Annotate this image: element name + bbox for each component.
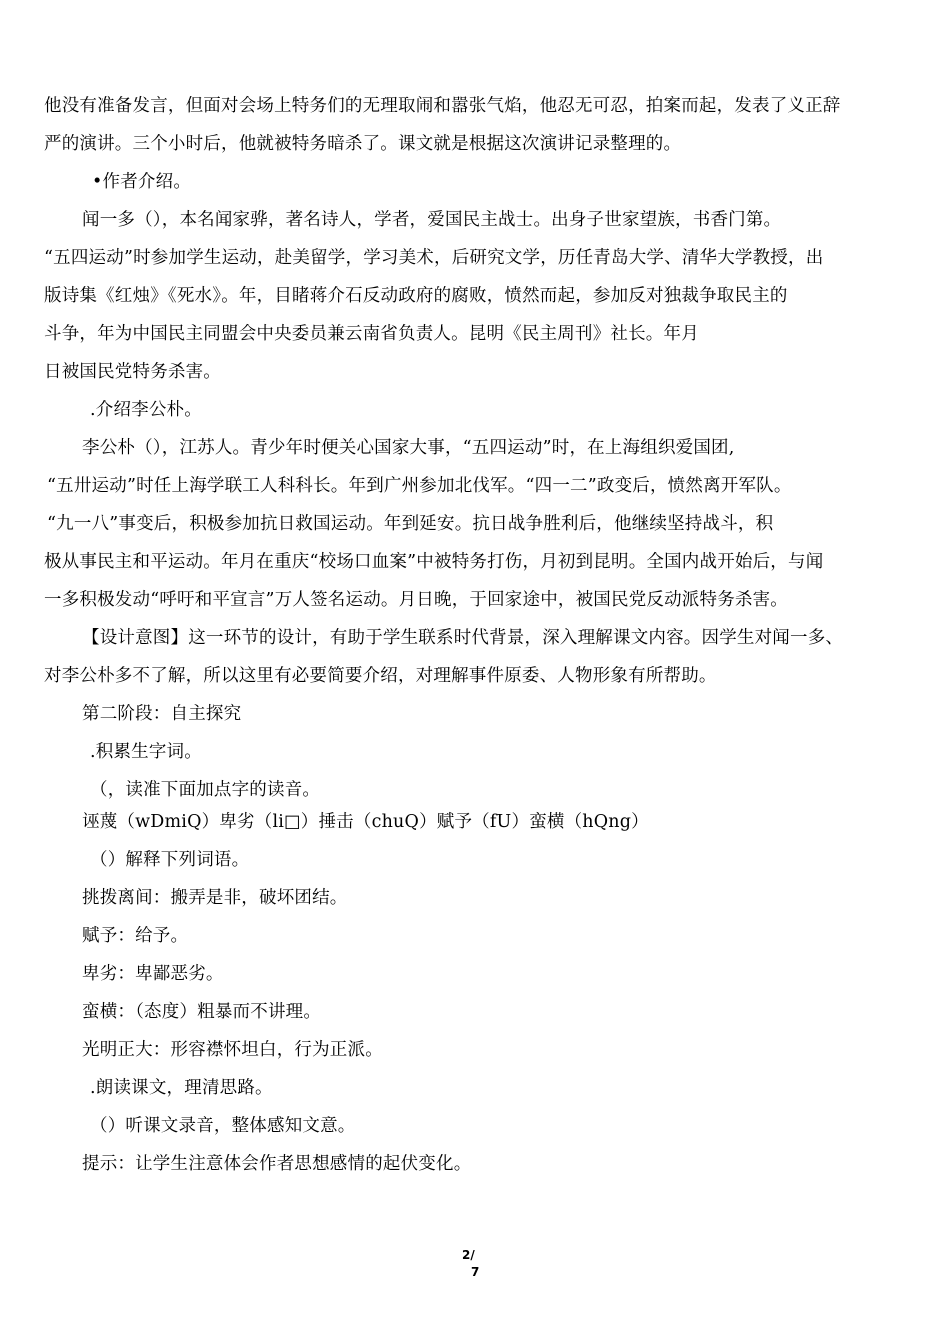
text-line: 提示：让学生注意体会作者思想感情的起伏变化。: [82, 1154, 472, 1174]
pinyin-line: 诬蔑（wDmiQ）卑劣（li□）捶击（chuQ）赋予（fU）蛮横（hQng）: [82, 812, 649, 832]
text-line: 卑劣：卑鄙恶劣。: [82, 964, 224, 984]
text-line: “九一八”事变后，积极参加抗日救国运动。年到延安。抗日战争胜利后，他继续坚持战斗，积: [47, 514, 774, 534]
text-line: 对李公朴多不了解，所以这里有必要简要介绍，对理解事件原委、人物形象有所帮助。: [44, 666, 717, 686]
text-line: “五四运动”时参加学生运动，赴美留学，学习美术，后研究文学，历任青岛大学、清华大学教授，出: [44, 248, 824, 268]
text-line: 【设计意图】这一环节的设计，有助于学生联系时代背景，深入理解课文内容。因学生对闻一多、: [82, 628, 844, 648]
section-heading: 第二阶段：自主探究: [82, 704, 242, 724]
section-heading: .朗读课文，理清思路。: [90, 1078, 273, 1098]
text-line: （）听课文录音，整体感知文意。: [90, 1116, 356, 1136]
text-line: 蛮横：（态度）粗暴而不讲理。: [82, 1002, 322, 1022]
text-line: 一多积极发动“呼吁和平宣言”万人签名运动。月日晚，于回家途中，被国民党反动派特务杀害。: [44, 590, 788, 610]
text-line: 他没有准备发言，但面对会场上特务们的无理取闹和嚣张气焰，他忍无可忍，拍案而起，发表了义正辞: [44, 96, 841, 116]
text-line: （，读准下面加点字的读音。: [90, 780, 321, 800]
text-line: 挑拨离间：搬弄是非，破坏团结。: [82, 888, 348, 908]
text-line: “五卅运动”时任上海学联工人科科长。年到广州参加北伐军。“四一二”政变后，愤然离开军队。: [47, 476, 792, 496]
text-line: （）解释下列词语。: [90, 850, 250, 870]
text-line: 光明正大：形容襟怀坦白，行为正派。: [82, 1040, 383, 1060]
text-line: 日被国民党特务杀害。: [44, 362, 221, 382]
section-heading: .介绍李公朴。: [90, 400, 202, 420]
text-line: 闻一多（），本名闻家骅，著名诗人，学者，爱国民主战士。出身子世家望族，书香门第。: [82, 210, 782, 230]
page-number-total: 7: [471, 1265, 480, 1279]
section-heading: •作者介绍。: [92, 172, 192, 192]
text-line: 斗争，年为中国民主同盟会中央委员兼云南省负责人。昆明《民主周刊》社长。年月: [44, 324, 699, 344]
text-line: 极从事民主和平运动。年月在重庆“校场口血案”中被特务打伤，月初到昆明。全国内战开始后，与闻: [44, 552, 824, 572]
page-number: 2/: [462, 1248, 475, 1262]
text-line: 李公朴（），江苏人。青少年时便关心国家大事，“五四运动”时，在上海组织爱国团,: [82, 438, 735, 458]
text-line: 严的演讲。三个小时后，他就被特务暗杀了。课文就是根据这次演讲记录整理的。: [44, 134, 682, 154]
text-line: 赋予：给予。: [82, 926, 189, 946]
section-heading: .积累生字词。: [90, 742, 202, 762]
text-line: 版诗集《红烛》《死水》。年，目睹蒋介石反动政府的腐败，愤然而起，参加反对独裁争取民主的: [44, 286, 788, 306]
